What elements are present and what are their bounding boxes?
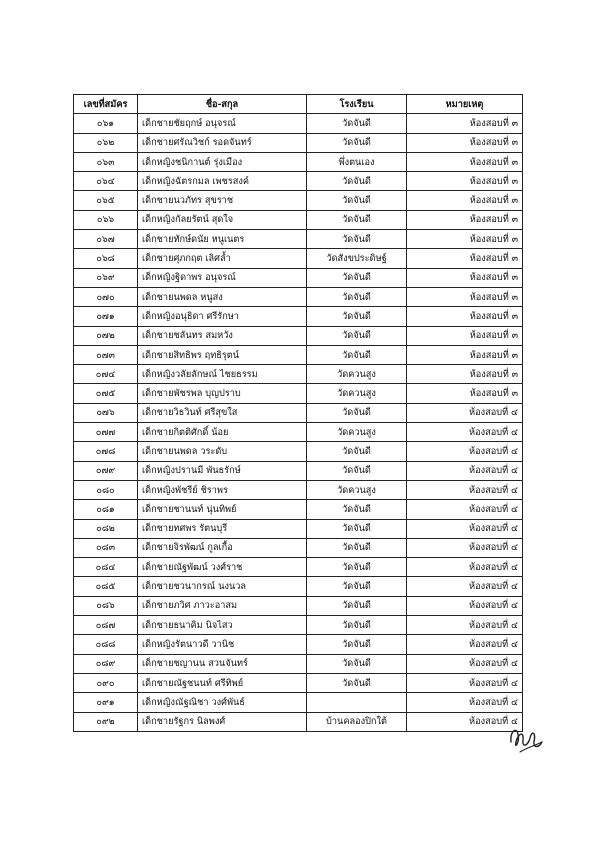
table-row: [74, 712, 523, 731]
header-full-name: ชื่อ-สกุล: [138, 95, 307, 114]
full-name-cell: เด็กชายรัฐกร นิลพงศ์: [138, 712, 307, 731]
school-cell: วัดจันดี: [307, 635, 407, 654]
full-name-cell: เด็กชายชัยฤกษ์ อนุจรณ์: [138, 114, 307, 133]
header-row: [74, 95, 523, 114]
full-name-cell: เด็กชายธนาคิม นิจไสว: [138, 616, 307, 635]
application-number-cell: ๐๖๔: [74, 172, 138, 191]
full-name-cell: เด็กหญิงวลัยลักษณ์ ไชยธรรม: [138, 365, 307, 384]
table-row: [74, 635, 523, 654]
remark-cell: ห้องสอบที่ ๓: [407, 191, 523, 210]
full-name-cell: เด็กหญิงชนิกานต์ รุ่งเมือง: [138, 152, 307, 171]
remark-cell: ห้องสอบที่ ๔: [407, 673, 523, 692]
school-cell: วัดจันดี: [307, 287, 407, 306]
full-name-cell: เด็กชายจิรพัฒน์ กูลเกื้อ: [138, 538, 307, 557]
school-cell: วัดจันดี: [307, 558, 407, 577]
full-name-cell: เด็กหญิงณัฐณิชา วงศ์พันธ์: [138, 693, 307, 712]
school-cell: วัดควนสูง: [307, 365, 407, 384]
table-row: [74, 191, 523, 210]
full-name-cell: เด็กชายวิธวินท์ ศรีสุขใส: [138, 403, 307, 422]
remark-cell: ห้องสอบที่ ๔: [407, 480, 523, 499]
remark-cell: ห้องสอบที่ ๔: [407, 596, 523, 615]
table-row: [74, 423, 523, 442]
full-name-cell: เด็กชายศุภกฤต เลิศล้ำ: [138, 249, 307, 268]
application-number-cell: ๐๘๘: [74, 635, 138, 654]
table-row: [74, 172, 523, 191]
school-cell: วัดจันดี: [307, 191, 407, 210]
full-name-cell: เด็กชายชลันทร สมหวัง: [138, 326, 307, 345]
remark-cell: ห้องสอบที่ ๔: [407, 403, 523, 422]
application-number-cell: ๐๖๙: [74, 268, 138, 287]
application-number-cell: ๐๙๒: [74, 712, 138, 731]
full-name-cell: เด็กชายนวภัทร สุขราช: [138, 191, 307, 210]
application-number-cell: ๐๖๕: [74, 191, 138, 210]
school-cell: วัดจันดี: [307, 403, 407, 422]
remark-cell: ห้องสอบที่ ๔: [407, 519, 523, 538]
school-cell: วัดจันดี: [307, 230, 407, 249]
table-row: [74, 519, 523, 538]
full-name-cell: เด็กหญิงฐิดาพร อนุจรณ์: [138, 268, 307, 287]
table-row: [74, 268, 523, 287]
full-name-cell: เด็กชายภวิศ ภาวะอาสม: [138, 596, 307, 615]
full-name-cell: เด็กชายศรัณวิชก์ รอดจันทร์: [138, 133, 307, 152]
full-name-cell: เด็กหญิงปรานมี พันธรักษ์: [138, 461, 307, 480]
table-row: [74, 249, 523, 268]
application-number-cell: ๐๘๑: [74, 500, 138, 519]
handwritten-signature: [506, 712, 546, 758]
application-number-cell: ๐๗๖: [74, 403, 138, 422]
school-cell: วัดจันดี: [307, 673, 407, 692]
school-cell: วัดจันดี: [307, 654, 407, 673]
application-number-cell: ๐๘๔: [74, 558, 138, 577]
remark-cell: ห้องสอบที่ ๔: [407, 712, 523, 731]
application-number-cell: ๐๖๖: [74, 210, 138, 229]
table-row: [74, 596, 523, 615]
school-cell: บ้านคลองปิกใต้: [307, 712, 407, 731]
remark-cell: ห้องสอบที่ ๔: [407, 442, 523, 461]
application-number-cell: ๐๗๐: [74, 287, 138, 306]
header-application-number: เลขที่สมัคร: [74, 95, 138, 114]
full-name-cell: เด็กชายกิตติศักดิ์ น้อย: [138, 423, 307, 442]
table-row: [74, 673, 523, 692]
school-cell: วัดจันดี: [307, 442, 407, 461]
school-cell: วัดจันดี: [307, 133, 407, 152]
table-row: [74, 345, 523, 364]
remark-cell: ห้องสอบที่ ๓: [407, 210, 523, 229]
full-name-cell: เด็กชายณัฐพัฒน์ วงศ์ราช: [138, 558, 307, 577]
table-row: [74, 114, 523, 133]
remark-cell: ห้องสอบที่ ๓: [407, 152, 523, 171]
school-cell: พึ่งตนเอง: [307, 152, 407, 171]
table-row: [74, 654, 523, 673]
full-name-cell: เด็กชายณัฐชนนท์ ศรีทิพย์: [138, 673, 307, 692]
table-row: [74, 693, 523, 712]
remark-cell: ห้องสอบที่ ๓: [407, 133, 523, 152]
full-name-cell: เด็กชายชานนท์ นุ่นทิพย์: [138, 500, 307, 519]
full-name-cell: เด็กชายชญานน สวนจันทร์: [138, 654, 307, 673]
header-remark: หมายเหตุ: [407, 95, 523, 114]
table-row: [74, 307, 523, 326]
school-cell: วัดจันดี: [307, 577, 407, 596]
remark-cell: ห้องสอบที่ ๔: [407, 423, 523, 442]
remark-cell: ห้องสอบที่ ๓: [407, 268, 523, 287]
school-cell: [307, 693, 407, 712]
table-row: [74, 538, 523, 557]
table-row: [74, 210, 523, 229]
table-row: [74, 365, 523, 384]
school-cell: วัดควนสูง: [307, 480, 407, 499]
full-name-cell: เด็กหญิงพัชรีย์ ชิราพร: [138, 480, 307, 499]
table-row: [74, 384, 523, 403]
table-body: [74, 114, 523, 732]
remark-cell: ห้องสอบที่ ๓: [407, 365, 523, 384]
application-number-cell: ๐๗๔: [74, 365, 138, 384]
application-number-cell: ๐๗๕: [74, 384, 138, 403]
table-row: [74, 230, 523, 249]
school-cell: วัดควนสูง: [307, 423, 407, 442]
table-row: [74, 287, 523, 306]
remark-cell: ห้องสอบที่ ๔: [407, 538, 523, 557]
school-cell: วัดจันดี: [307, 461, 407, 480]
application-number-cell: ๐๖๓: [74, 152, 138, 171]
header-school: โรงเรียน: [307, 95, 407, 114]
school-cell: วัดจันดี: [307, 307, 407, 326]
remark-cell: ห้องสอบที่ ๓: [407, 230, 523, 249]
application-number-cell: ๐๘๐: [74, 480, 138, 499]
remark-cell: ห้องสอบที่ ๔: [407, 616, 523, 635]
remark-cell: ห้องสอบที่ ๔: [407, 654, 523, 673]
remark-cell: ห้องสอบที่ ๓: [407, 172, 523, 191]
remark-cell: ห้องสอบที่ ๔: [407, 500, 523, 519]
application-number-cell: ๐๙๑: [74, 693, 138, 712]
application-number-cell: ๐๘๙: [74, 654, 138, 673]
school-cell: วัดสังขประดิษฐ์: [307, 249, 407, 268]
application-number-cell: ๐๖๑: [74, 114, 138, 133]
application-number-cell: ๐๗๓: [74, 345, 138, 364]
table-row: [74, 558, 523, 577]
table-row: [74, 442, 523, 461]
application-number-cell: ๐๘๖: [74, 596, 138, 615]
table-row: [74, 133, 523, 152]
school-cell: วัดควนสูง: [307, 384, 407, 403]
full-name-cell: เด็กชายสิทธิพร ฤทธิรุตน์: [138, 345, 307, 364]
school-cell: วัดจันดี: [307, 210, 407, 229]
table-row: [74, 616, 523, 635]
school-cell: วัดจันดี: [307, 172, 407, 191]
application-number-cell: ๐๗๙: [74, 461, 138, 480]
full-name-cell: เด็กชายนพดล วระดับ: [138, 442, 307, 461]
remark-cell: ห้องสอบที่ ๓: [407, 384, 523, 403]
application-number-cell: ๐๖๗: [74, 230, 138, 249]
full-name-cell: เด็กชายชวนากรณ์ นงนวล: [138, 577, 307, 596]
school-cell: วัดจันดี: [307, 538, 407, 557]
application-number-cell: ๐๘๓: [74, 538, 138, 557]
remark-cell: ห้องสอบที่ ๔: [407, 461, 523, 480]
table-header: [74, 95, 523, 114]
remark-cell: ห้องสอบที่ ๓: [407, 345, 523, 364]
school-cell: วัดจันดี: [307, 268, 407, 287]
application-number-cell: ๐๘๕: [74, 577, 138, 596]
application-number-cell: ๐๘๗: [74, 616, 138, 635]
application-number-cell: ๐๗๗: [74, 423, 138, 442]
remark-cell: ห้องสอบที่ ๔: [407, 558, 523, 577]
school-cell: วัดจันดี: [307, 114, 407, 133]
table-row: [74, 461, 523, 480]
school-cell: วัดจันดี: [307, 616, 407, 635]
remark-cell: ห้องสอบที่ ๔: [407, 577, 523, 596]
school-cell: วัดจันดี: [307, 500, 407, 519]
remark-cell: ห้องสอบที่ ๔: [407, 635, 523, 654]
school-cell: วัดจันดี: [307, 519, 407, 538]
remark-cell: ห้องสอบที่ ๓: [407, 287, 523, 306]
table-row: [74, 152, 523, 171]
remark-cell: ห้องสอบที่ ๓: [407, 114, 523, 133]
full-name-cell: เด็กหญิงรัตนาวดี วานิช: [138, 635, 307, 654]
full-name-cell: เด็กชายทักษ์ดนัย หนูเนตร: [138, 230, 307, 249]
remark-cell: ห้องสอบที่ ๔: [407, 693, 523, 712]
remark-cell: ห้องสอบที่ ๓: [407, 307, 523, 326]
table-row: [74, 500, 523, 519]
full-name-cell: เด็กชายนพดล หนูสง: [138, 287, 307, 306]
table-row: [74, 403, 523, 422]
full-name-cell: เด็กชายพัชรพล บุญปราบ: [138, 384, 307, 403]
full-name-cell: เด็กหญิงกัลยรัตน์ สุดใจ: [138, 210, 307, 229]
application-number-cell: ๐๖๒: [74, 133, 138, 152]
applicant-table: [73, 94, 523, 732]
full-name-cell: เด็กชายทศพร รัตนบุรี: [138, 519, 307, 538]
application-number-cell: ๐๗๘: [74, 442, 138, 461]
table-row: [74, 326, 523, 345]
remark-cell: ห้องสอบที่ ๓: [407, 249, 523, 268]
school-cell: วัดจันดี: [307, 596, 407, 615]
full-name-cell: เด็กหญิงฉัตรกมล เพชรสงค์: [138, 172, 307, 191]
application-number-cell: ๐๘๒: [74, 519, 138, 538]
application-number-cell: ๐๙๐: [74, 673, 138, 692]
remark-cell: ห้องสอบที่ ๓: [407, 326, 523, 345]
table-row: [74, 480, 523, 499]
school-cell: วัดจันดี: [307, 345, 407, 364]
application-number-cell: ๐๖๘: [74, 249, 138, 268]
application-number-cell: ๐๗๒: [74, 326, 138, 345]
application-number-cell: ๐๗๑: [74, 307, 138, 326]
full-name-cell: เด็กหญิงอนุธิดา ศรีรักษา: [138, 307, 307, 326]
table-row: [74, 577, 523, 596]
school-cell: วัดจันดี: [307, 326, 407, 345]
